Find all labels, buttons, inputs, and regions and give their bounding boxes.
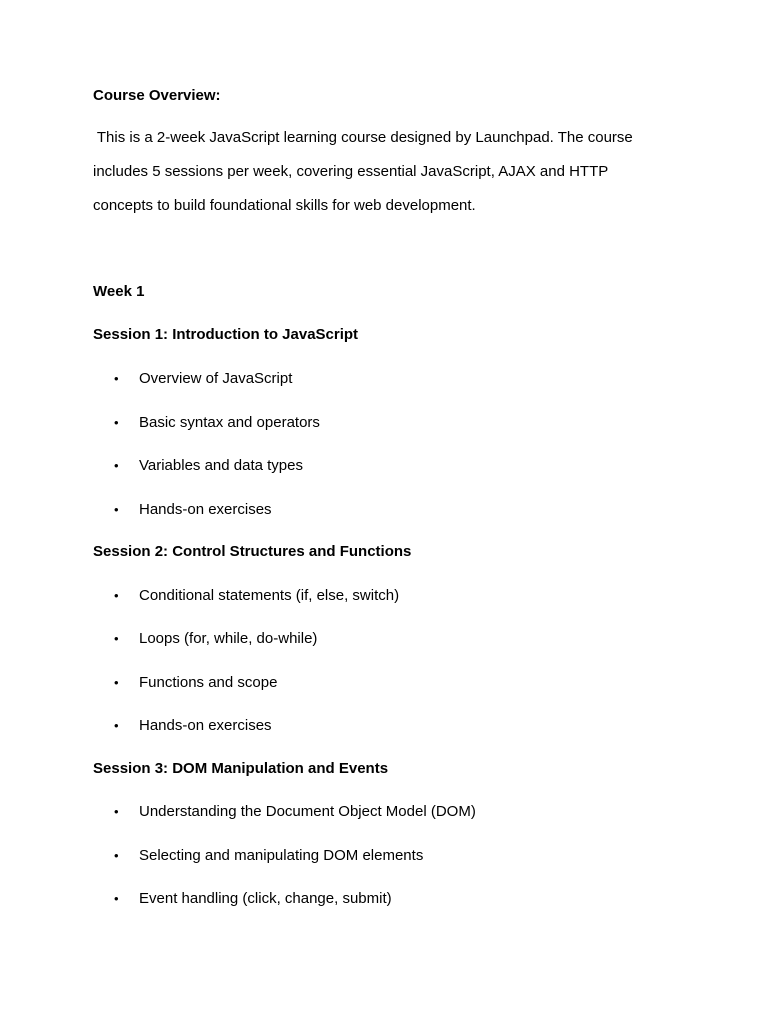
bullet-icon: •	[114, 891, 119, 906]
bullet-icon: •	[114, 848, 119, 863]
session-title: Session 3: DOM Manipulation and Events	[93, 760, 389, 777]
overview-line-1: This is a 2-week JavaScript learning course designed by Launchpad. The course	[93, 129, 633, 146]
bullet-icon: •	[114, 588, 119, 603]
overview-line-3: concepts to build foundational skills for web development.	[93, 197, 476, 214]
list-item: Conditional statements (if, else, switch)	[139, 587, 400, 604]
list-item: Hands-on exercises	[139, 717, 272, 734]
list-item: Overview of JavaScript	[139, 370, 293, 387]
overview-line-2: includes 5 sessions per week, covering essential JavaScript, AJAX and HTTP	[93, 163, 609, 180]
bullet-icon: •	[114, 718, 119, 733]
session-title: Session 2: Control Structures and Functions	[93, 543, 412, 560]
list-item: Hands-on exercises	[139, 501, 272, 518]
bullet-icon: •	[114, 804, 119, 819]
week-title: Week 1	[93, 283, 145, 300]
list-item: Event handling (click, change, submit)	[139, 890, 392, 907]
bullet-icon: •	[114, 415, 119, 430]
list-item: Understanding the Document Object Model (DOM)	[139, 803, 476, 820]
session-title: Session 1: Introduction to JavaScript	[93, 326, 359, 343]
bullet-icon: •	[114, 371, 119, 386]
bullet-icon: •	[114, 502, 119, 517]
list-item: Loops (for, while, do-while)	[139, 630, 318, 647]
list-item: Selecting and manipulating DOM elements	[139, 847, 424, 864]
bullet-icon: •	[114, 675, 119, 690]
list-item: Variables and data types	[139, 457, 303, 474]
list-item: Functions and scope	[139, 674, 278, 691]
bullet-icon: •	[114, 458, 119, 473]
list-item: Basic syntax and operators	[139, 414, 320, 431]
bullet-icon: •	[114, 631, 119, 646]
course-overview-heading: Course Overview:	[93, 87, 221, 104]
